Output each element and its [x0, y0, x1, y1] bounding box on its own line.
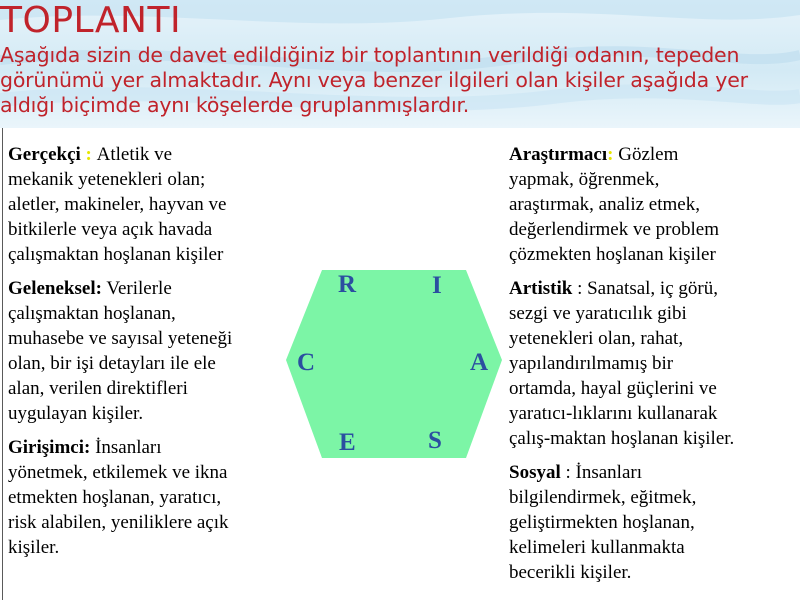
description-realistic [8, 142, 293, 267]
hexagon-letter-e: E [339, 429, 356, 456]
divider [2, 128, 3, 600]
page-title: TOPLANTI [0, 0, 182, 41]
hexagon-letter-r: R [338, 271, 357, 298]
description-text: Gözlem yapmak, öğrenmek, araştırmak, analiz etmek, değerlendirmek ve problem çözmekten hoşlanan kişiler [509, 144, 719, 265]
hexagon-letter-i: I [432, 272, 442, 299]
description-text: İnsanları yönetmek, etkilemek ve ikna etmekten hoşlanan, yaratıcı, risk alabilen, yeniliklere açık kişiler. [8, 437, 229, 558]
term-separator: : [607, 144, 614, 165]
right-column [509, 142, 797, 594]
description-social [509, 460, 797, 585]
term-separator: : [80, 144, 97, 165]
term-label: Artistik [509, 278, 573, 299]
description-text: Atletik ve mekanik yetenekleri olan; aletler, makineler, hayvan ve bitkilerle veya açık havada çalışmaktan hoşlanan kişiler [8, 144, 227, 265]
hexagon-letter-s: S [428, 427, 442, 454]
hexagon-letter-a: A [470, 349, 489, 376]
term-label: Girişimci: [8, 437, 91, 458]
hexagon-letter-c: C [297, 349, 316, 376]
header-band [0, 0, 800, 128]
description-text: : İnsanları bilgilendirmek, eğitmek, geliştirmekten hoşlanan, kelimeleri kullanmakta becerikli kişiler. [509, 462, 697, 583]
description-text: Verilerle çalışmaktan hoşlanan, muhasebe ve sayısal yeteneği olan, bir işi detayları ile ele alan, verilen direktifleri uygulayan kişiler. [8, 278, 233, 424]
page-subtitle: Aşağıda sizin de davet edildiğiniz bir toplantının verildiği odanın, tepeden görünümü yer almaktadır. Aynı veya benzer ilgileri olan kişiler aşağıda yer aldığı biçimde aynı köşelerde gruplanmışlardır. [0, 43, 748, 117]
term-label: Sosyal [509, 462, 561, 483]
description-conventional [8, 276, 293, 426]
riasec-hexagon-diagram [284, 258, 504, 463]
term-label: Gerçekçi [8, 144, 81, 165]
term-label: Araştırmacı [509, 144, 608, 165]
term-label: Geleneksel: [8, 278, 102, 299]
left-column [8, 142, 293, 569]
description-artistic [509, 276, 797, 451]
description-enterprising [8, 435, 293, 560]
description-investigative [509, 142, 797, 267]
description-text: : Sanatsal, iç görü, sezgi ve yaratıcılık gibi yetenekleri olan, rahat, yapılandırılmamış bir ortamda, hayal güçlerini ve yaratıcı-lıklarını kullanarak çalış-maktan hoşlanan kişiler. [509, 278, 735, 449]
